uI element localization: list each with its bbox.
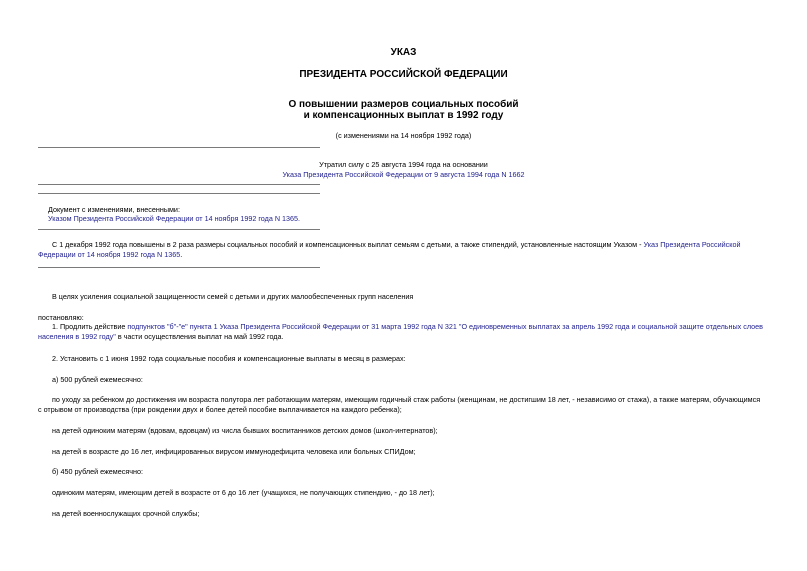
doc-type-title: УКАЗ xyxy=(390,47,417,58)
note-tail: . xyxy=(180,250,183,259)
separator-line xyxy=(38,229,320,230)
validity-text: Утратил силу с 25 августа 1994 года на основании xyxy=(319,160,488,169)
subsection-a-item-1: по уходу за ребенком до достижения им возраста полутора лет работающим матерям, имеющим годичный стаж работы (женщинам, не достигшим 18 лет, - независимо от стажа), а также матерям, обучающимся с отрывом от производства (при рождении двух и более детей пособие выплачивается на каждого ребенка); xyxy=(38,395,761,414)
changes-decree-link[interactable]: Указом Президента Российской Федерации от 14 ноября 1992 года N 1365. xyxy=(48,214,300,223)
subsection-b-item-1: одиноким матерям, имеющим детей в возрасте от 6 до 16 лет (учащихся, не получающих стипендию, - до 18 лет); xyxy=(52,488,435,497)
subsection-a-heading: а) 500 рублей ежемесячно: xyxy=(52,375,143,384)
decree-word: постановляю: xyxy=(38,313,84,322)
subsection-b-heading: б) 450 рублей ежемесячно: xyxy=(52,467,143,476)
separator-line xyxy=(38,193,320,194)
p1-decree-link-cont[interactable]: населения в 1992 году" xyxy=(38,332,116,341)
p1-text-start: 1. Продлить действие xyxy=(52,322,128,331)
note-decree-link[interactable]: Указ Президента Российской xyxy=(643,240,741,249)
paragraph-1 xyxy=(38,322,768,342)
note-decree-link-cont[interactable]: Федерации от 14 ноября 1992 года N 1365 xyxy=(38,250,181,259)
preamble-text: В целях усиления социальной защищенности семей с детьми и других малообеспеченных групп населения xyxy=(52,292,414,301)
note-paragraph xyxy=(38,240,768,260)
subsection-a-item-3: на детей в возрасте до 16 лет, инфицированных вирусом иммунодефицита человека или больных СПИДом; xyxy=(52,447,416,456)
changes-label: Документ с изменениями, внесенными: xyxy=(48,205,180,214)
separator-line xyxy=(38,267,320,268)
separator-line xyxy=(38,147,320,148)
doc-subject-line1: О повышении размеров социальных пособий xyxy=(288,99,519,110)
doc-subject-line2: и компенсационных выплат в 1992 году xyxy=(303,110,504,121)
issuer-title: ПРЕЗИДЕНТА РОССИЙСКОЙ ФЕДЕРАЦИИ xyxy=(299,69,508,80)
validity-decree-link[interactable]: Указа Президента Российской Федерации от 9 августа 1994 года N 1662 xyxy=(282,170,525,179)
p1-decree-link[interactable]: подпунктов "б"-"е" пункта 1 Указа Президента Российской Федерации от 31 марта 1992 года N 321 "О единовременных выплатах за апрель 1992 года и социальной защите отдельных слоев xyxy=(127,322,763,331)
note-text: С 1 декабря 1992 года повышены в 2 раза размеры социальных пособий и компенсационных выплат семьям с детьми, а также стипендий, установленные настоящим Указом - xyxy=(52,240,644,249)
amendment-note: (с изменениями на 14 ноября 1992 года) xyxy=(335,131,472,140)
separator-line xyxy=(38,184,320,185)
subsection-b-item-2: на детей военнослужащих срочной службы; xyxy=(52,509,200,518)
p1-text-end: в части осуществления выплат на май 1992 года. xyxy=(115,332,284,341)
subsection-a-item-2: на детей одиноким матерям (вдовам, вдовцам) из числа бывших воспитанников детских домов (школ-интернатов); xyxy=(52,426,438,435)
paragraph-2: 2. Установить с 1 июня 1992 года социальные пособия и компенсационные выплаты в месяц в размерах: xyxy=(52,354,406,363)
